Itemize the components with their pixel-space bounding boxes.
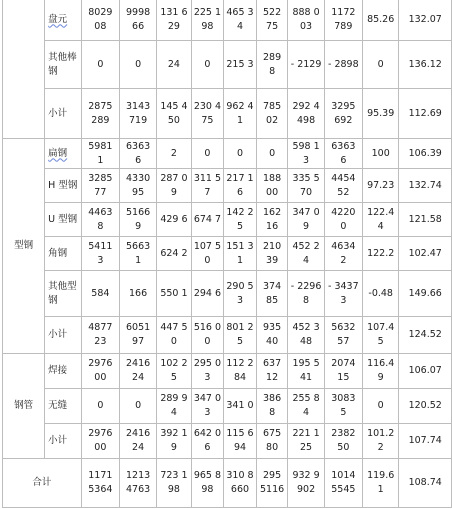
data-cell: 2074 15 — [324, 354, 362, 389]
row-label: 无缝 — [45, 389, 82, 424]
data-cell: 287 09 — [157, 169, 191, 203]
total-label: 合计 — [3, 459, 82, 508]
data-cell: 935 40 — [256, 317, 288, 354]
data-cell: 0 — [256, 139, 288, 169]
data-cell: 785 02 — [256, 89, 288, 139]
data-cell: 310 8660 — [224, 459, 257, 508]
data-cell: 289 94 — [157, 389, 191, 424]
data-cell: 0 — [191, 139, 224, 169]
group-cell-gangguan: 钢管 — [3, 354, 45, 459]
data-cell: 4634 2 — [324, 237, 362, 271]
data-cell: 965 898 — [191, 459, 224, 508]
data-cell: 374 85 — [256, 271, 288, 317]
row-label: 扁钢 — [45, 139, 82, 169]
data-cell: 598 13 — [288, 139, 324, 169]
data-cell: 210 39 — [256, 237, 288, 271]
data-cell: 5663 1 — [119, 237, 156, 271]
row-label: 盘元 — [45, 0, 82, 41]
data-cell: 295 5116 — [256, 459, 288, 508]
data-cell: 2416 24 — [119, 424, 156, 459]
data-cell: 5632 57 — [324, 317, 362, 354]
data-cell: 0 — [191, 41, 224, 89]
data-cell: 188 00 — [256, 169, 288, 203]
data-cell: 6051 97 — [119, 317, 156, 354]
data-cell: 112 284 — [224, 354, 257, 389]
data-cell: 217 16 — [224, 169, 257, 203]
data-cell: 106.39 — [399, 139, 452, 169]
data-cell: 4220 0 — [324, 203, 362, 237]
data-cell: 85.26 — [362, 0, 399, 41]
table-row — [3, 139, 452, 169]
data-cell: - 22968 — [288, 271, 324, 317]
table-row — [3, 169, 452, 203]
data-cell: 215 3 — [224, 41, 257, 89]
data-cell: 447 50 — [157, 317, 191, 354]
data-cell: 121.58 — [399, 203, 452, 237]
data-cell: 95.39 — [362, 89, 399, 139]
table-row — [3, 89, 452, 139]
data-cell: 1213 4763 — [119, 459, 156, 508]
data-cell: 335 570 — [288, 169, 324, 203]
data-cell: 516 00 — [191, 317, 224, 354]
data-cell: 9998 66 — [119, 0, 156, 41]
data-cell: 122.2 — [362, 237, 399, 271]
data-cell: 347 09 — [288, 203, 324, 237]
table-row — [3, 41, 452, 89]
data-cell: 119.6 1 — [362, 459, 399, 508]
data-cell: 2 — [157, 139, 191, 169]
data-cell: 3083 5 — [324, 389, 362, 424]
data-cell: 2976 00 — [81, 354, 119, 389]
data-cell: 4463 8 — [81, 203, 119, 237]
data-cell: 294 6 — [191, 271, 224, 317]
data-cell: 290 53 — [224, 271, 257, 317]
data-cell: 142 25 — [224, 203, 257, 237]
data-cell: 2875 289 — [81, 89, 119, 139]
data-cell: 452 348 — [288, 317, 324, 354]
data-cell: 0 — [119, 41, 156, 89]
data-cell: 122.4 4 — [362, 203, 399, 237]
data-cell: 102 25 — [157, 354, 191, 389]
data-cell: 5166 9 — [119, 203, 156, 237]
data-cell: 6363 6 — [119, 139, 156, 169]
data-cell: 675 80 — [256, 424, 288, 459]
data-cell: 225 198 — [191, 0, 224, 41]
data-cell: 2382 50 — [324, 424, 362, 459]
data-cell: 0 — [362, 389, 399, 424]
data-cell: 0 — [81, 41, 119, 89]
data-cell: 888 003 — [288, 0, 324, 41]
table-row — [3, 424, 452, 459]
data-cell: - 2898 — [324, 41, 362, 89]
data-cell: 195 541 — [288, 354, 324, 389]
data-cell: 3143 719 — [119, 89, 156, 139]
data-cell: 292 4498 — [288, 89, 324, 139]
table-row — [3, 389, 452, 424]
data-cell: 550 1 — [157, 271, 191, 317]
data-cell: 289 8 — [256, 41, 288, 89]
data-cell: 1014 5545 — [324, 459, 362, 508]
data-cell: 295 03 — [191, 354, 224, 389]
data-cell: 107 50 — [191, 237, 224, 271]
data-cell: 0 — [81, 389, 119, 424]
data-cell: 1171 5364 — [81, 459, 119, 508]
data-cell: 102.47 — [399, 237, 452, 271]
data-cell: -0.48 — [362, 271, 399, 317]
data-cell: 4877 23 — [81, 317, 119, 354]
table-row — [3, 317, 452, 354]
data-cell: 5411 3 — [81, 237, 119, 271]
data-cell: 642 06 — [191, 424, 224, 459]
data-cell: 0 — [362, 41, 399, 89]
data-cell: 584 — [81, 271, 119, 317]
data-cell: 2976 00 — [81, 424, 119, 459]
data-cell: 386 8 — [256, 389, 288, 424]
data-cell: 2416 24 — [119, 354, 156, 389]
data-cell: 962 41 — [224, 89, 257, 139]
data-cell: 3285 77 — [81, 169, 119, 203]
table-row — [3, 237, 452, 271]
data-cell: 166 — [119, 271, 156, 317]
row-label: U 型钢 — [45, 203, 82, 237]
data-cell: 0 — [119, 389, 156, 424]
table-row — [3, 0, 452, 41]
data-cell: 8029 08 — [81, 0, 119, 41]
data-cell: 6363 6 — [324, 139, 362, 169]
row-label: H 型钢 — [45, 169, 82, 203]
data-cell: 132.74 — [399, 169, 452, 203]
data-cell: 101.2 2 — [362, 424, 399, 459]
data-cell: 116.4 9 — [362, 354, 399, 389]
data-cell: 221 125 — [288, 424, 324, 459]
data-cell: 115 694 — [224, 424, 257, 459]
data-cell: 429 6 — [157, 203, 191, 237]
row-label: 角钢 — [45, 237, 82, 271]
data-cell: 1172 789 — [324, 0, 362, 41]
data-cell: 100 — [362, 139, 399, 169]
data-cell: 106.07 — [399, 354, 452, 389]
table-row — [3, 271, 452, 317]
data-cell: 465 34 — [224, 0, 257, 41]
data-cell: - 3437 3 — [324, 271, 362, 317]
data-cell: 112.69 — [399, 89, 452, 139]
row-label: 小计 — [45, 317, 82, 354]
data-cell: 255 84 — [288, 389, 324, 424]
data-cell: 674 7 — [191, 203, 224, 237]
data-cell: 124.52 — [399, 317, 452, 354]
data-cell: 624 2 — [157, 237, 191, 271]
row-label: 小计 — [45, 424, 82, 459]
row-label: 其他棒钢 — [45, 41, 82, 89]
row-label: 其他型钢 — [45, 271, 82, 317]
data-cell: 136.12 — [399, 41, 452, 89]
data-cell: 4454 52 — [324, 169, 362, 203]
data-cell: 97.23 — [362, 169, 399, 203]
row-label: 焊接 — [45, 354, 82, 389]
table-row — [3, 203, 452, 237]
data-cell: 3295 692 — [324, 89, 362, 139]
data-cell: 151 31 — [224, 237, 257, 271]
data-cell: 145 450 — [157, 89, 191, 139]
data-cell: 24 — [157, 41, 191, 89]
data-cell: 452 24 — [288, 237, 324, 271]
table-row — [3, 354, 452, 389]
data-cell: 932 9902 — [288, 459, 324, 508]
total-row — [3, 459, 452, 508]
data-cell: 347 03 — [191, 389, 224, 424]
group-cell-xingang: 型钢 — [3, 139, 45, 354]
steel-data-table — [2, 0, 452, 508]
data-cell: 149.66 — [399, 271, 452, 317]
data-cell: 311 57 — [191, 169, 224, 203]
data-cell: 801 25 — [224, 317, 257, 354]
data-cell: 107.4 5 — [362, 317, 399, 354]
data-cell: 107.74 — [399, 424, 452, 459]
row-label: 小计 — [45, 89, 82, 139]
data-cell: 132.07 — [399, 0, 452, 41]
data-cell: 162 16 — [256, 203, 288, 237]
data-cell: 5981 1 — [81, 139, 119, 169]
group-cell-bar — [3, 0, 45, 139]
data-cell: 4330 95 — [119, 169, 156, 203]
data-cell: 120.52 — [399, 389, 452, 424]
data-cell: 131 629 — [157, 0, 191, 41]
data-cell: 0 — [224, 139, 257, 169]
data-cell: 392 19 — [157, 424, 191, 459]
data-cell: 637 12 — [256, 354, 288, 389]
data-cell: - 2129 — [288, 41, 324, 89]
data-cell: 341 0 — [224, 389, 257, 424]
data-cell: 230 475 — [191, 89, 224, 139]
data-cell: 522 75 — [256, 0, 288, 41]
data-cell: 723 198 — [157, 459, 191, 508]
data-cell: 108.74 — [399, 459, 452, 508]
